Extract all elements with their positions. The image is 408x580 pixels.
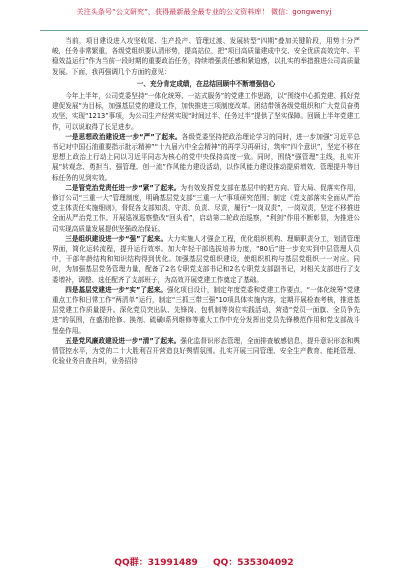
paragraph-lead: 五是党风廉政建设进一步“清”了起来。 <box>65 336 181 345</box>
paragraph-lead: 一是思想政治建设进一步“严”了起来。 <box>65 132 182 141</box>
paragraph-lead: 三是组织建设进一步“强”了起来。 <box>65 234 168 243</box>
paragraph-grassroots <box>52 285 360 336</box>
section-heading: 一、充分肯定成绩，在总结回顾中不断增强信心 <box>136 79 276 88</box>
paragraph-text: 强化监督识形态管理，全面排查敏感信息，提升意识形态和舆情管控水平，为党的二十大胜利召开营造良好舆情氛围。扎实开展三同管理、安全生产教育、能耗管理、化验业务自查自纠，业务招待 <box>52 336 360 366</box>
page-footer <box>0 555 408 568</box>
document-body <box>52 36 360 367</box>
paragraph-lead: 二是管党治党责任进一步“紧”了起来。 <box>65 183 181 192</box>
paragraph-organization <box>52 234 360 285</box>
paragraph-lead: 四是基层党建进一步“实”了起来。 <box>65 285 168 294</box>
footer-qq: QQ：535304092 <box>212 558 294 568</box>
intro-paragraph: 当前，项目建设进入攻坚收尾、生产投产、管理过渡、发展转型“四期”叠加关键阶段，用势十分严峻，任务非常繁重，各级党组织要认清形势，提高站位，把“项目高质量建成中交、安全优质高效完年、平稳效益运行”作为当前一段时期的重要政治任务，持续增强责任感和紧迫感，以扎实的举措推进公司高质量发展。下面，我再强调几个方面的意见： <box>52 37 360 76</box>
footer-qq-group: QQ群：31991489 <box>114 558 198 568</box>
header-divider <box>40 30 368 31</box>
paragraph-ideology <box>52 132 360 183</box>
paragraph-text: 为有效发挥党支部在基层中的把方向、管大局、促落实作用，修订公司“三重一大”管理制度，明确基层党支部“三重一大”事项研究范围；制定《党支部落实全面从严治党主体责任实施细则》，督促各支部知责、守责、负责、尽责，履行“一岗双责”，一岗双责，坚定不移推进全面从严治党工作。开展巡视巡察整改“回头看”，启动第二轮政治巡察，“利剑”作用不断彰显，为推进公司实现高质量发展提供坚强政治保证。 <box>52 183 360 233</box>
paragraph-text: 强化项目设计，制定年度党委和党建工作要点，“一体化统筹”党建重点工作和日常工作“两清单”运行，制定“三抓三带三强”10项具体实施内容，定期开展检查考核，推进基层党建工作质量提升。深化党员突出队、先锋岗、包机制等岗位实践活动，营造“党员一面旗、全员争先进”的氛围，在盛油抢修、换剂、硫磺Ⅰ系列维修等重大工作中充分发挥出党员先锋模范作用和党支部战斗堡垒作用。 <box>52 285 360 335</box>
paragraph-summary: 今年上半年，公司党委坚持“一体化统筹、一站式服务”的党建工作思路，以“围绕中心抓党建、抓好党建促发展”为目标，加强基层党的建设工作，加快推进三项制度改革。团结带领各级党组织和广大党员奋勇攻坚，实现“1213”事项，为公司生产经营实现“时间过半、任务过半”提供了坚实保障。回顾上半年党建工作，可以说取得了长足进步。 <box>52 92 360 131</box>
header-promo-text: 关注头条号“公文研究”，获得最新最全最专业的公文资料库！ 微信：gongwenyj <box>76 8 332 16</box>
paragraph-integrity <box>52 336 360 367</box>
paragraph-responsibility <box>52 183 360 234</box>
paragraph-text: 大力实施人才强企工程，优化组织机构、理顺职责分工，划清管理界面，简化运转流程，提升运行效率。加大年轻干部选拔培养力度，“80后”进一步充实到中层管理人员中，干部年龄结构和知识结构得到优化。加强基层党组织建设，使组织机构与基层党组织一一对应。同时，为加强基层党务管理力量，配备了2名专职党支部书记和2名专职党支部副书记，对相关支部进行了支委增补，调整、选任配齐了支部班子，为高效开展党建工作奠定了基础。 <box>52 234 361 284</box>
page-header <box>0 8 408 17</box>
paragraph-text: 各级党委坚持把政治理论学习的同时，进一步加强“习近平总书记对中国石油重要指示批示精神”“十九届六中全会精神”的再学习再研讨，筑牢“四个意识”，坚定不移在思想上政治上行动上同以习近平同志为核心的党中央保持高度一致。同时，围绕“强管理”主线，扎实开展“转观念、勇担当、强管理、创一流”作风能力建设活动，以作风能力建设推动提质增效、管理提升等目标任务的见到实效。 <box>52 132 360 182</box>
